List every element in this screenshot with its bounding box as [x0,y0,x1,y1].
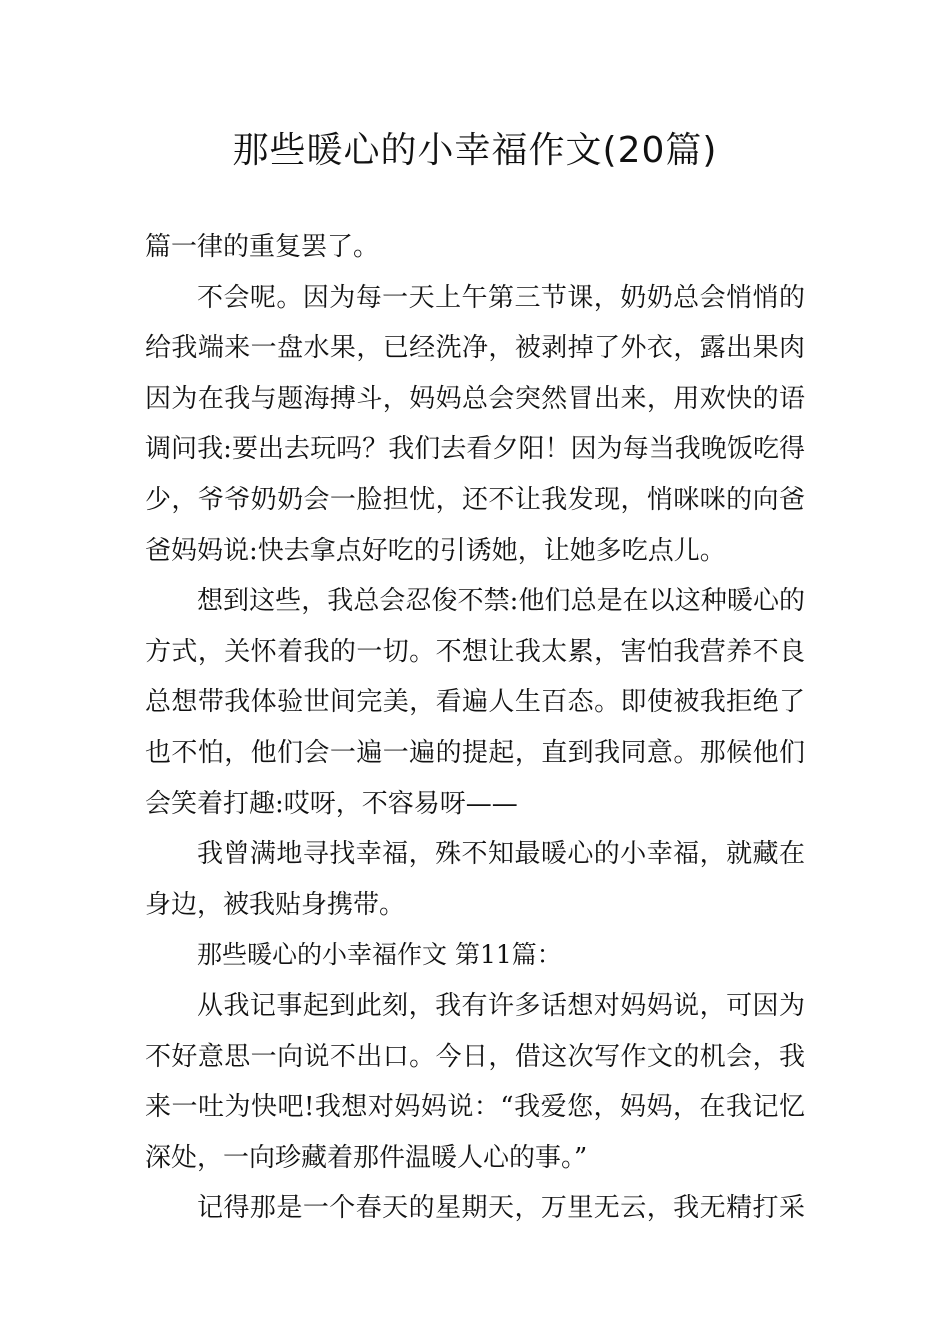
text-line: 给我端来一盘水果，已经洗净，被剥掉了外衣，露出果肉 [145,333,805,364]
text-line: 会笑着打趣:哎呀，不容易呀—— [145,788,518,819]
text-line: 方式，关怀着我的一切。不想让我太累，害怕我营养不良 [145,636,805,667]
text-line: 身边，被我贴身携带。 [145,889,406,920]
text-line: 不好意思一向说不出口。今日，借这次写作文的机会，我 [145,1041,805,1072]
text-line: 少，爷爷奶奶会一脸担忧，还不让我发现，悄咪咪的向爸 [145,484,805,515]
text-line: 深处，一向珍藏着那件温暖人心的事。” [145,1142,588,1173]
text-line: 也不怕，他们会一遍一遍的提起，直到我同意。那候他们 [145,737,805,768]
document-title: 那些暖心的小幸福作文(20篇) [232,130,718,171]
document-body [145,222,805,1234]
section-heading: 那些暖心的小幸福作文 第11篇： [197,940,562,970]
text-line: 我曾满地寻找幸福，殊不知最暖心的小幸福，就藏在 [197,839,805,870]
text-line: 从我记事起到此刻，我有许多话想对妈妈说，可因为 [197,990,805,1021]
text-line: 总想带我体验世间完美，看遍人生百态。即使被我拒绝了 [145,687,805,718]
text-line: 不会呢。因为每一天上午第三节课，奶奶总会悄悄的 [197,282,805,313]
text-line: 因为在我与题海搏斗，妈妈总会突然冒出来，用欢快的语 [145,383,805,414]
text-line: 想到这些，我总会忍俊不禁:他们总是在以这种暖心的 [197,586,805,617]
text-line: 篇一律的重复罢了。 [145,232,380,262]
text-line: 记得那是一个春天的星期天，万里无云，我无精打采 [197,1193,805,1224]
text-line: 来一吐为快吧!我想对妈妈说：“我爱您，妈妈，在我记忆 [145,1092,805,1123]
text-line: 调问我:要出去玩吗？我们去看夕阳！因为每当我晚饭吃得 [145,434,805,465]
text-line: 爸妈妈说:快去拿点好吃的引诱她，让她多吃点儿。 [145,535,726,566]
